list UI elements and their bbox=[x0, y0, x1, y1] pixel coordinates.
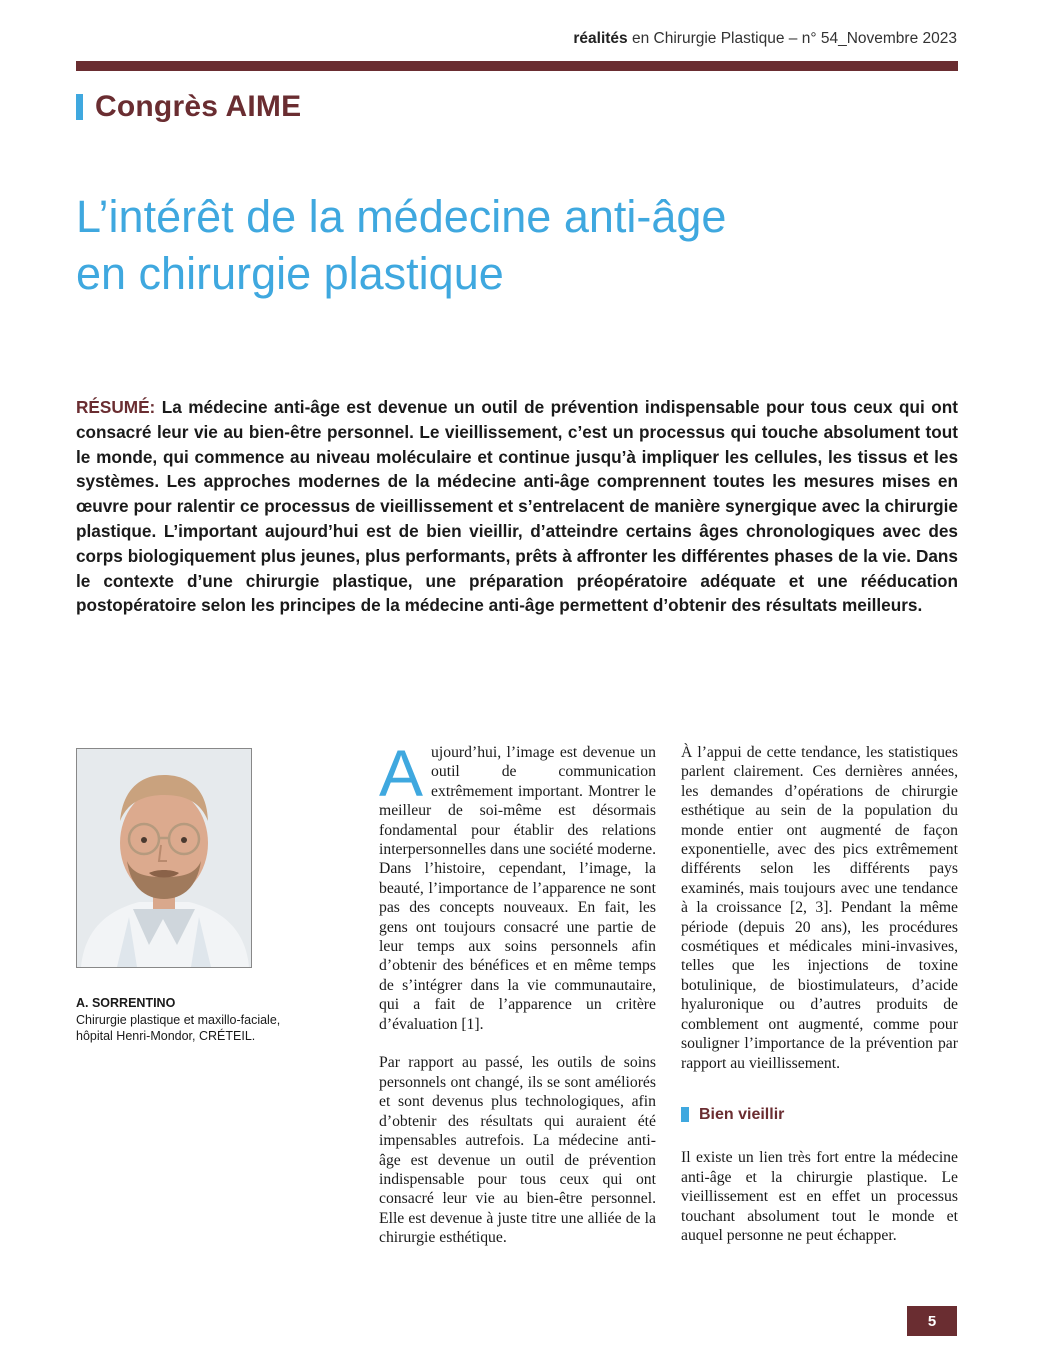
author-photo bbox=[76, 748, 252, 968]
summary-text: La médecine anti-âge est devenue un outil de prévention indispensable pour tous ceux qui ont consacré leur vie au bien-être personnel. Le vieillissement, c’est un processus qui touche absolument tout le monde, qui commence au niveau moléculaire et continue jusqu’à impliquer les cellules, les tissus et les systèmes. Les approches modernes de la médecine anti-âge comprennent toutes les mesures mises en œuvre pour ralentir ce processus de vieillissement et s’entrelacent de manière synergique avec la chirurgie plastique. L’important aujourd’hui est de bien vieillir, d’atteindre certains âges chronologiques avec des corps biologiquement plus jeunes, plus performants, prêts à affronter les différentes phases de la vie. Dans le contexte d’une chirurgie plastique, une préparation préopératoire adéquate et une rééducation postopératoire selon les principes de la médecine anti-âge permettent d’obtenir des résultats meilleurs. bbox=[76, 397, 958, 616]
section-tag bbox=[76, 90, 301, 124]
journal-name: réalités bbox=[573, 30, 628, 47]
paragraph-4: Il existe un lien très fort entre la médecine anti-âge et la chirurgie plastique. Le vieillissement est en effet un processus touchant absolument tout le monde et auquel personne ne peut échapper. bbox=[681, 1149, 958, 1244]
paragraph-2: Par rapport au passé, les outils de soins personnels ont changé, ils se sont améliorés et sont devenus plus technologiques, afin d’obtenir des résultats qui auraient été impensables autrefois. La médecine anti-âge est devenue un outil de prévention indispensable pour tous ceux qui ont consacré leur vie au bien-être personnel. Elle est devenue à juste titre une alliée de la chirurgie esthétique. bbox=[379, 1054, 656, 1247]
title-line-1: L’intérêt de la médecine anti-âge bbox=[76, 191, 727, 242]
article-title bbox=[76, 188, 956, 302]
paragraph-3: À l’appui de cette tendance, les statistiques parlent clairement. Ces dernières années, les demandes d’opérations de chirurgie esthétique au sein de la population du monde entier ont augmenté de façon exponentielle, avec des pics extrêmement différents selon les différents pays examinés, mais toujours avec une tendance à la croissance [2, 3]. Pendant la même période (depuis 20 ans), les procédures cosmétiques et médicales mini-invasives, telles que les injections de toxine botulinique, de biostimulateurs, d’acide hyaluronique ou d’autres produits de comblement ont augmenté, comme pour souligner l’importance de la prévention par rapport au vieillissement. bbox=[681, 744, 958, 1072]
page-number: 5 bbox=[907, 1306, 957, 1336]
author-affiliation bbox=[76, 1013, 296, 1044]
journal-header bbox=[573, 30, 957, 48]
subheading-text: Bien vieillir bbox=[699, 1105, 785, 1123]
subheading-marker bbox=[681, 1107, 689, 1122]
author-name: A. SORRENTINO bbox=[76, 996, 176, 1010]
journal-issue: en Chirurgie Plastique – n° 54_Novembre 2023 bbox=[627, 30, 957, 47]
subheading bbox=[681, 1105, 958, 1124]
section-name: Congrès AIME bbox=[95, 90, 302, 123]
section-marker bbox=[76, 94, 83, 120]
title-line-2: en chirurgie plastique bbox=[76, 248, 504, 299]
summary bbox=[76, 395, 958, 618]
drop-cap: A bbox=[379, 736, 424, 810]
affiliation-line-1: Chirurgie plastique et maxillo-faciale, bbox=[76, 1013, 281, 1027]
author-portrait-image bbox=[77, 749, 251, 967]
summary-lead: RÉSUMÉ: bbox=[76, 397, 156, 417]
body-column-2 bbox=[681, 743, 958, 1245]
top-rule bbox=[76, 61, 958, 71]
body-column-1 bbox=[379, 736, 656, 1248]
paragraph-intro bbox=[379, 736, 656, 1034]
paragraph-intro-text: ujourd’hui, l’image est devenue un outil de communication extrêmement important. Montrer le meilleur de soi-même est désormais fondamental pour établir des relations interpersonnelles dans une société moderne. Dans l’histoire, cependant, l’image, la beauté, l’importance de l’apparence ne sont pas des concepts nouveaux. En fait, les gens ont toujours consacré une partie de leur temps aux soins personnels afin d’obtenir des bénéfices et en même temps de s’intégrer dans la vie communautaire, qui a fait de l’apparence un critère d’évaluation [1]. bbox=[379, 744, 656, 1033]
affiliation-line-2: hôpital Henri-Mondor, CRÉTEIL. bbox=[76, 1028, 256, 1043]
